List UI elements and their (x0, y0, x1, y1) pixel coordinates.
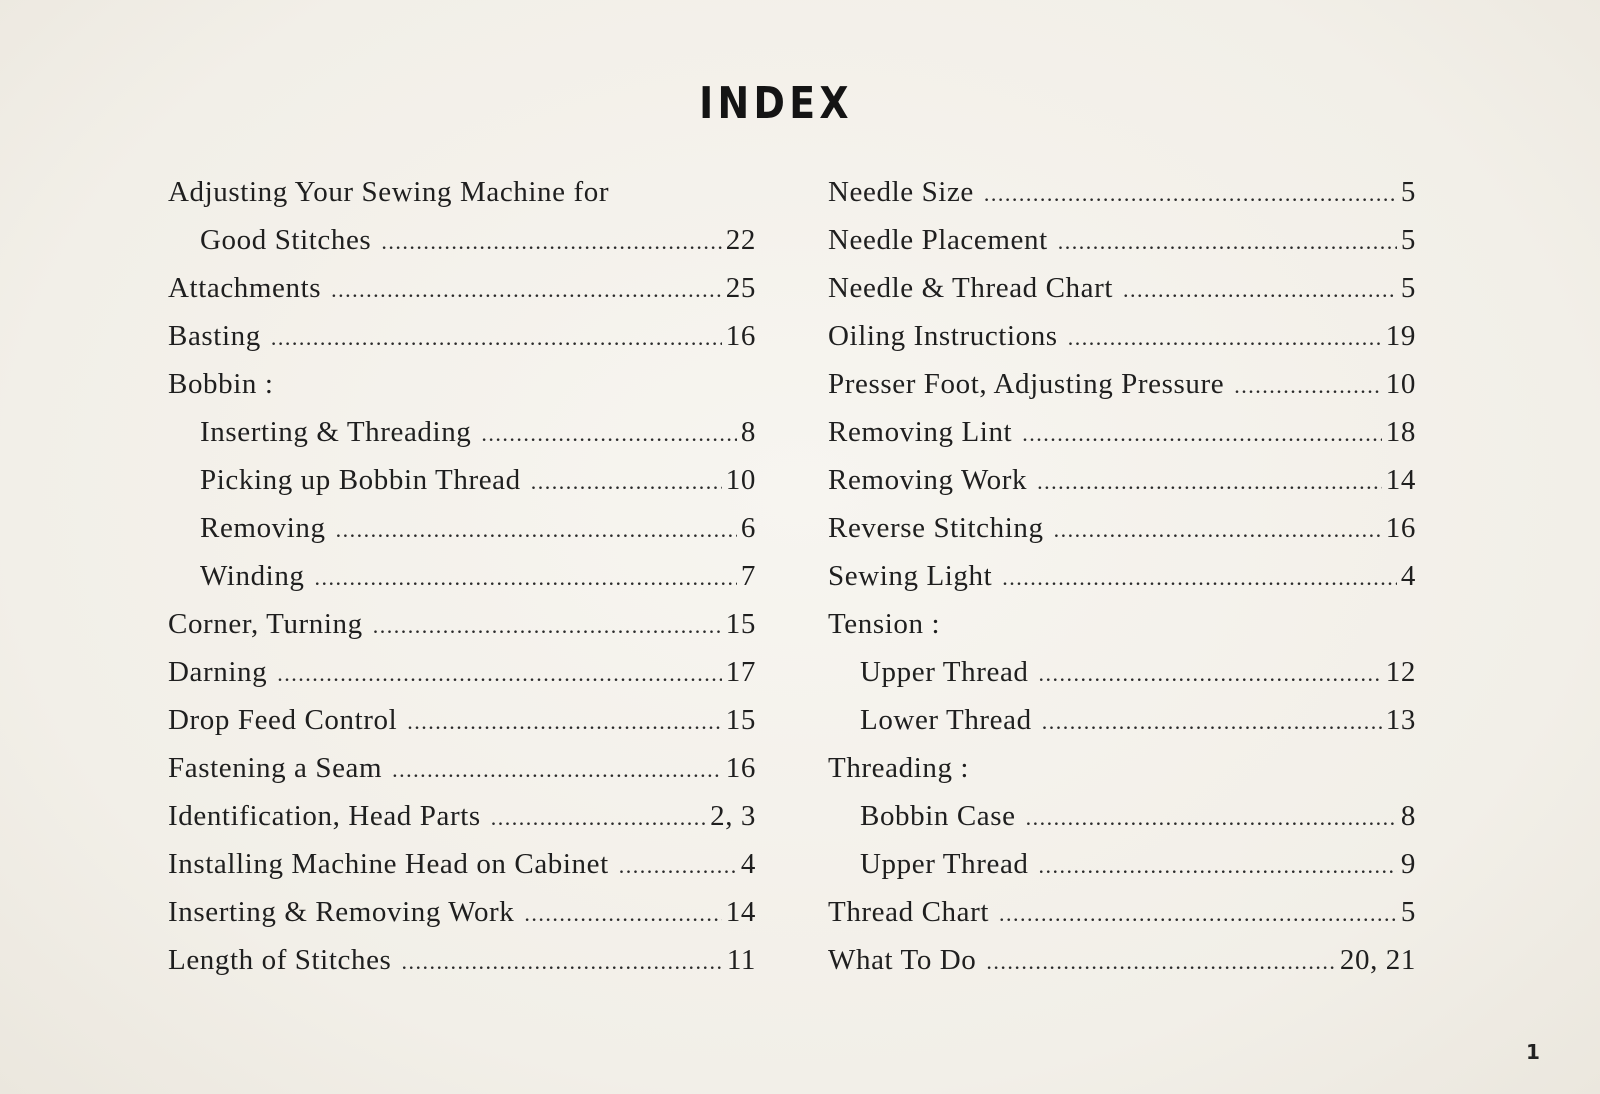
entry-page: 6 (740, 512, 756, 544)
entry-page: 16 (725, 752, 756, 784)
index-entry (828, 552, 1416, 600)
dot-leader (619, 842, 737, 890)
dot-leader (984, 170, 1397, 218)
index-entry (168, 648, 756, 696)
entry-page: 22 (725, 224, 756, 256)
entry-page: 16 (725, 320, 756, 352)
dot-leader (1123, 266, 1397, 314)
index-entry (168, 216, 756, 264)
index-entry (828, 456, 1416, 504)
index-entry (168, 168, 756, 216)
entry-page: 5 (1400, 272, 1416, 304)
entry-page: 14 (1385, 464, 1416, 496)
dot-leader (481, 410, 736, 458)
entry-label: Needle & Thread Chart (828, 272, 1114, 304)
entry-page: 10 (725, 464, 756, 496)
entry-page: 13 (1385, 704, 1416, 736)
index-entry (168, 456, 756, 504)
dot-leader (277, 650, 722, 698)
entry-label: Picking up Bobbin Thread (200, 464, 521, 496)
dot-leader (407, 698, 722, 746)
entry-page: 16 (1385, 512, 1416, 544)
index-entry (168, 408, 756, 456)
dot-leader (1026, 794, 1397, 842)
entry-label: Lower Thread (860, 704, 1032, 736)
index-entry (168, 936, 756, 984)
dot-leader (315, 554, 737, 602)
dot-leader (373, 602, 722, 650)
index-entry (828, 312, 1416, 360)
dot-leader (986, 938, 1335, 986)
dot-leader (336, 506, 737, 554)
dot-leader (1039, 842, 1397, 890)
entry-label: Removing Lint (828, 416, 1013, 448)
entry-label: Upper Thread (860, 656, 1029, 688)
dot-leader (1037, 458, 1382, 506)
entry-page: 5 (1400, 224, 1416, 256)
entry-label: Reverse Stitching (828, 512, 1044, 544)
entry-page: 14 (725, 896, 756, 928)
entry-label: Needle Size (828, 176, 974, 208)
index-entry (828, 840, 1416, 888)
entry-page: 10 (1385, 368, 1416, 400)
dot-leader (491, 794, 706, 842)
dot-leader (1068, 314, 1382, 362)
dot-leader (1022, 410, 1382, 458)
entry-label: Oiling Instructions (828, 320, 1058, 352)
dot-leader (1042, 698, 1382, 746)
index-section-heading (828, 744, 1416, 792)
dot-leader (381, 218, 721, 266)
dot-leader (1054, 506, 1382, 554)
entry-label: Inserting & Removing Work (168, 896, 515, 928)
dot-leader (524, 890, 721, 938)
index-entry (828, 888, 1416, 936)
entry-label: Thread Chart (828, 896, 989, 928)
entry-label: Drop Feed Control (168, 704, 398, 736)
dot-leader (1234, 362, 1382, 410)
index-entry (168, 600, 756, 648)
entry-label: Upper Thread (860, 848, 1029, 880)
dot-leader (1002, 554, 1397, 602)
index-column-left (168, 168, 756, 984)
entry-page: 8 (740, 416, 756, 448)
dot-leader (1058, 218, 1397, 266)
entry-label: Darning (168, 656, 268, 688)
index-entry (168, 504, 756, 552)
entry-label: Adjusting Your Sewing Machine for (168, 176, 610, 208)
entry-label: Length of Stitches (168, 944, 392, 976)
index-entry (828, 504, 1416, 552)
entry-label: Threading : (828, 752, 970, 784)
entry-label: Attachments (168, 272, 322, 304)
entry-label: Fastening a Seam (168, 752, 383, 784)
entry-label: Removing Work (828, 464, 1028, 496)
entry-page: 7 (740, 560, 756, 592)
dot-leader (999, 890, 1397, 938)
entry-page: 4 (1400, 560, 1416, 592)
dot-leader (401, 938, 722, 986)
index-entry (828, 648, 1416, 696)
index-entry (168, 696, 756, 744)
index-entry (828, 168, 1416, 216)
entry-page: 9 (1400, 848, 1416, 880)
index-entry (168, 264, 756, 312)
entry-page: 11 (726, 944, 756, 976)
dot-leader (1039, 650, 1382, 698)
entry-label: What To Do (828, 944, 977, 976)
index-entry (828, 360, 1416, 408)
dot-leader (531, 458, 722, 506)
index-entry (168, 888, 756, 936)
entry-page: 18 (1385, 416, 1416, 448)
entry-page: 19 (1385, 320, 1416, 352)
entry-page: 15 (725, 608, 756, 640)
index-entry (828, 264, 1416, 312)
entry-label: Needle Placement (828, 224, 1048, 256)
index-entry (828, 936, 1416, 984)
index-entry (168, 744, 756, 792)
index-entry (168, 792, 756, 840)
index-entry (168, 840, 756, 888)
entry-label: Sewing Light (828, 560, 993, 592)
entry-page: 12 (1385, 656, 1416, 688)
entry-label: Installing Machine Head on Cabinet (168, 848, 609, 880)
entry-label: Inserting & Threading (200, 416, 472, 448)
entry-label: Presser Foot, Adjusting Pressure (828, 368, 1225, 400)
entry-label: Corner, Turning (168, 608, 363, 640)
index-entry (828, 216, 1416, 264)
index-section-heading (168, 360, 756, 408)
index-section-heading (828, 600, 1416, 648)
entry-label: Basting (168, 320, 261, 352)
index-column-right (828, 168, 1416, 984)
dot-leader (271, 314, 722, 362)
index-entry (168, 552, 756, 600)
index-entry (828, 792, 1416, 840)
entry-page: 5 (1400, 896, 1416, 928)
entry-page: 2, 3 (710, 800, 756, 832)
entry-page: 25 (725, 272, 756, 304)
entry-label: Bobbin : (168, 368, 274, 400)
entry-label: Bobbin Case (860, 800, 1016, 832)
entry-page: 4 (740, 848, 756, 880)
entry-label: Tension : (828, 608, 941, 640)
entry-page: 17 (725, 656, 756, 688)
entry-page: 20, 21 (1339, 944, 1416, 976)
dot-leader (392, 746, 722, 794)
entry-label: Removing (200, 512, 326, 544)
entry-page: 15 (725, 704, 756, 736)
index-entry (828, 408, 1416, 456)
entry-page: 5 (1400, 176, 1416, 208)
entry-label: Good Stitches (200, 224, 372, 256)
dot-leader (331, 266, 722, 314)
page-number: 1 (1526, 1040, 1540, 1064)
entry-label: Winding (200, 560, 305, 592)
page-title: INDEX (699, 78, 853, 129)
entry-label: Identification, Head Parts (168, 800, 481, 832)
entry-page: 8 (1400, 800, 1416, 832)
index-entry (828, 696, 1416, 744)
index-entry (168, 312, 756, 360)
